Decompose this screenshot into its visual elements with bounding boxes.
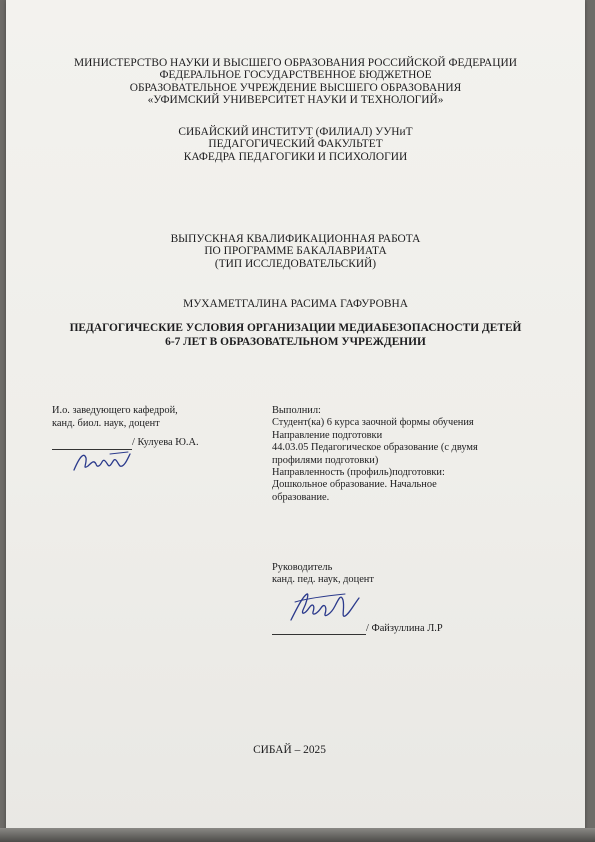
student-line-1: Студент(ка) 6 курса заочной формы обучения <box>272 417 474 429</box>
work-type-line-2: ПО ПРОГРАММЕ БАКАЛАВРИАТА <box>204 245 387 258</box>
institute-line-1: СИБАЙСКИЙ ИНСТИТУТ (ФИЛИАЛ) УУНиТ <box>178 126 413 138</box>
title-line-1: ПЕДАГОГИЧЕСКИЕ УСЛОВИЯ ОРГАНИЗАЦИИ МЕДИАБЕЗОПАСНОСТИ ДЕТЕЙ <box>69 322 522 334</box>
head-role: И.о. заведующего кафедрой, <box>52 405 178 416</box>
work-type-block <box>6 233 585 270</box>
institute-line-2: ПЕДАГОГИЧЕСКИЙ ФАКУЛЬТЕТ <box>208 138 383 151</box>
student-line-4: профилями подготовки) <box>272 454 379 466</box>
supervisor-signature-line <box>272 634 366 635</box>
work-type-line-3: (ТИП ИССЛЕДОВАТЕЛЬСКИЙ) <box>214 257 377 270</box>
supervisor-label: Руководитель <box>272 562 333 573</box>
student-block <box>272 405 562 504</box>
student-line-3: 44.03.05 Педагогическое образование (с двумя <box>272 442 478 454</box>
student-line-6: Дошкольное образование. Начальное <box>272 479 437 491</box>
author-name: МУХАМЕТГАЛИНА РАСИМА ГАФУРОВНА <box>183 298 408 310</box>
ministry-header <box>6 57 585 107</box>
work-type-line-1: ВЫПУСКНАЯ КВАЛИФИКАЦИОННАЯ РАБОТА <box>170 233 421 245</box>
student-line-2: Направление подготовки <box>272 429 383 441</box>
header-line-2: ФЕДЕРАЛЬНОЕ ГОСУДАРСТВЕННОЕ БЮДЖЕТНОЕ <box>159 69 432 82</box>
institute-line-3: КАФЕДРА ПЕДАГОГИКИ И ПСИХОЛОГИИ <box>183 150 408 163</box>
supervisor-signature <box>285 588 365 626</box>
thesis-title <box>6 322 585 349</box>
page-shadow <box>0 828 595 842</box>
header-line-4: «УФИМСКИЙ УНИВЕРСИТЕТ НАУКИ И ТЕХНОЛОГИЙ» <box>147 94 444 107</box>
student-line-5: Направленность (профиль)подготовки: <box>272 467 445 479</box>
header-line-3: ОБРАЗОВАТЕЛЬНОЕ УЧРЕЖДЕНИЕ ВЫСШЕГО ОБРАЗОВАНИЯ <box>129 81 462 94</box>
supervisor-name: / Файзуллина Л.Р <box>366 622 443 634</box>
header-line-1: МИНИСТЕРСТВО НАУКИ И ВЫСШЕГО ОБРАЗОВАНИЯ РОССИЙСКОЙ ФЕДЕРАЦИИ <box>74 57 517 69</box>
title-line-2: 6-7 ЛЕТ В ОБРАЗОВАТЕЛЬНОМ УЧРЕЖДЕНИИ <box>165 335 426 348</box>
student-line-7: образование. <box>272 491 330 503</box>
head-signature <box>70 448 140 476</box>
head-degree: канд. биол. наук, доцент <box>52 417 160 429</box>
student-label: Выполнил: <box>272 405 321 416</box>
supervisor-degree: канд. пед. наук, доцент <box>272 574 374 586</box>
head-of-department-block <box>52 405 252 451</box>
head-name: / Кулуева Ю.А. <box>132 437 199 449</box>
city-year: СИБАЙ – 2025 <box>253 744 326 756</box>
institute-block <box>6 126 585 163</box>
